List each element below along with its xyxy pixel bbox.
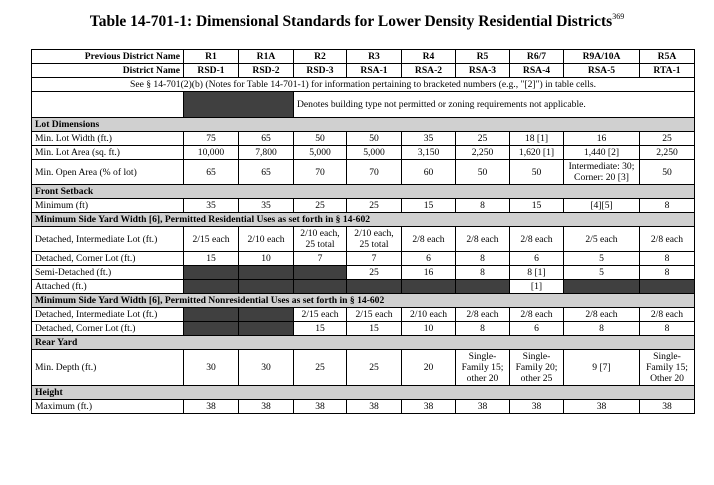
table-cell: [4][5] [564, 199, 640, 213]
header-row-district [32, 64, 695, 78]
table-cell: Single-Family 15; Other 20 [640, 350, 695, 386]
table-cell: 20 [402, 350, 456, 386]
table-cell: 10 [239, 252, 294, 266]
table-cell: 5 [564, 252, 640, 266]
table-cell: 2/8 each [640, 227, 695, 252]
header-label: District Name [32, 64, 184, 78]
table-cell: 70 [294, 160, 347, 185]
table-cell: 65 [239, 132, 294, 146]
section-header: Front Setback [32, 185, 695, 199]
table-cell: 2,250 [640, 146, 695, 160]
legend-swatch [184, 92, 294, 118]
table-cell: 8 [640, 322, 695, 336]
table-cell: 15 [184, 252, 239, 266]
header-cell: RSD-1 [184, 64, 239, 78]
row-label: Minimum (ft) [32, 199, 184, 213]
header-cell: RSD-3 [294, 64, 347, 78]
table-cell: 7,800 [239, 146, 294, 160]
row-label: Detached, Corner Lot (ft.) [32, 252, 184, 266]
header-cell: RTA-1 [640, 64, 695, 78]
table-cell: 38 [294, 400, 347, 414]
header-cell: R6/7 [510, 50, 564, 64]
table-cell: 2/8 each [402, 227, 456, 252]
table-cell: 50 [294, 132, 347, 146]
table-cell: 5 [564, 266, 640, 280]
section-header: Rear Yard [32, 336, 695, 350]
table-cell: 2/8 each [640, 308, 695, 322]
header-cell: R9A/10A [564, 50, 640, 64]
not-applicable-cell [239, 308, 294, 322]
not-applicable-cell [402, 280, 456, 294]
bracket-note: See § 14-701(2)(b) (Notes for Table 14-701-1) for information pertaining to bracketed numbers (e.g., "[2]") in table cells. [32, 78, 695, 92]
table-cell: 38 [510, 400, 564, 414]
row-label: Min. Lot Width (ft.) [32, 132, 184, 146]
table-cell: [1] [510, 280, 564, 294]
table-cell: 15 [294, 322, 347, 336]
table-cell: 2/15 each [294, 308, 347, 322]
header-cell: R1A [239, 50, 294, 64]
table-cell: 5,000 [347, 146, 402, 160]
not-applicable-cell [239, 266, 294, 280]
header-cell: RSD-2 [239, 64, 294, 78]
header-cell: RSA-5 [564, 64, 640, 78]
table-cell: 2/15 each [184, 227, 239, 252]
row-label: Min. Lot Area (sq. ft.) [32, 146, 184, 160]
table-cell: Intermediate: 30; Corner: 20 [3] [564, 160, 640, 185]
table-cell: 38 [564, 400, 640, 414]
table-cell: 65 [184, 160, 239, 185]
header-cell: RSA-4 [510, 64, 564, 78]
row-label: Semi-Detached (ft.) [32, 266, 184, 280]
table-cell: 2/8 each [456, 227, 510, 252]
table-cell: 35 [239, 199, 294, 213]
dimensional-standards-table [31, 49, 695, 414]
not-applicable-cell [239, 280, 294, 294]
table-cell: 2/10 each [402, 308, 456, 322]
table-cell: 1,440 [2] [564, 146, 640, 160]
row-label: Detached, Intermediate Lot (ft.) [32, 308, 184, 322]
table-cell: 2,250 [456, 146, 510, 160]
row-label: Detached, Corner Lot (ft.) [32, 322, 184, 336]
table-cell: 50 [640, 160, 695, 185]
title-footnote: 369 [612, 12, 625, 21]
table-cell: 70 [347, 160, 402, 185]
table-cell: 16 [564, 132, 640, 146]
header-cell: R3 [347, 50, 402, 64]
not-applicable-cell [184, 308, 239, 322]
table-cell: 8 [456, 199, 510, 213]
table-cell: Single-Family 15; other 20 [456, 350, 510, 386]
table-cell: 15 [510, 199, 564, 213]
not-applicable-cell [294, 280, 347, 294]
table-cell: 38 [640, 400, 695, 414]
table-cell: 2/10 each [239, 227, 294, 252]
note-row [32, 78, 695, 92]
table-cell: 75 [184, 132, 239, 146]
table-cell: 2/10 each, 25 total [347, 227, 402, 252]
not-applicable-cell [294, 266, 347, 280]
header-cell: R1 [184, 50, 239, 64]
table-cell: 2/8 each [456, 308, 510, 322]
table-row [32, 280, 695, 294]
table-cell: 38 [456, 400, 510, 414]
table-row [32, 160, 695, 185]
table-cell: 9 [7] [564, 350, 640, 386]
table-cell: 50 [347, 132, 402, 146]
section-header: Minimum Side Yard Width [6], Permitted Nonresidential Uses as set forth in § 14-602 [32, 294, 695, 308]
table-cell: 25 [640, 132, 695, 146]
table-row [32, 400, 695, 414]
table-cell: 25 [347, 199, 402, 213]
header-cell: R5 [456, 50, 510, 64]
row-label: Attached (ft.) [32, 280, 184, 294]
header-row-previous [32, 50, 695, 64]
table-cell: 8 [1] [510, 266, 564, 280]
legend-text: Denotes building type not permitted or zoning requirements not applicable. [294, 92, 695, 118]
table-row [32, 350, 695, 386]
not-applicable-cell [640, 280, 695, 294]
table-cell: 8 [456, 322, 510, 336]
table-cell: 65 [239, 160, 294, 185]
table-cell: 15 [347, 322, 402, 336]
table-cell: 25 [294, 199, 347, 213]
not-applicable-cell [184, 280, 239, 294]
table-cell: 25 [347, 266, 402, 280]
table-cell: 38 [184, 400, 239, 414]
table-cell: 2/8 each [564, 308, 640, 322]
header-cell: RSA-2 [402, 64, 456, 78]
header-label: Previous District Name [32, 50, 184, 64]
table-cell: 25 [347, 350, 402, 386]
table-cell: 18 [1] [510, 132, 564, 146]
header-cell: RSA-1 [347, 64, 402, 78]
table-cell: 38 [239, 400, 294, 414]
table-cell: 50 [510, 160, 564, 185]
table-row [32, 132, 695, 146]
table-cell: 10,000 [184, 146, 239, 160]
table-cell: 3,150 [402, 146, 456, 160]
table-title: Table 14-701-1: Dimensional Standards for Lower Density Residential Districts$^{369}$ [89, 12, 625, 30]
table-cell: 6 [402, 252, 456, 266]
table-cell: 8 [456, 252, 510, 266]
table-cell: 2/8 each [510, 308, 564, 322]
table-row [32, 252, 695, 266]
table-row [32, 322, 695, 336]
table-row [32, 146, 695, 160]
not-applicable-cell [184, 266, 239, 280]
header-cell: R5A [640, 50, 695, 64]
table-cell: 30 [239, 350, 294, 386]
table-cell: 35 [184, 199, 239, 213]
table-row [32, 199, 695, 213]
table-row [32, 308, 695, 322]
table-cell: 2/5 each [564, 227, 640, 252]
row-label: Detached, Intermediate Lot (ft.) [32, 227, 184, 252]
header-cell: RSA-3 [456, 64, 510, 78]
table-cell: Single-Family 20; other 25 [510, 350, 564, 386]
table-cell: 10 [402, 322, 456, 336]
table-row [32, 227, 695, 252]
not-applicable-cell [456, 280, 510, 294]
header-cell: R4 [402, 50, 456, 64]
row-label: Maximum (ft.) [32, 400, 184, 414]
header-cell: R2 [294, 50, 347, 64]
table-cell: 8 [564, 322, 640, 336]
table-cell: 60 [402, 160, 456, 185]
table-cell: 8 [640, 199, 695, 213]
table-cell: 38 [347, 400, 402, 414]
section-header: Lot Dimensions [32, 118, 695, 132]
table-row [32, 266, 695, 280]
table-cell: 15 [402, 199, 456, 213]
table-cell: 16 [402, 266, 456, 280]
table-cell: 8 [456, 266, 510, 280]
row-label: Min. Open Area (% of lot) [32, 160, 184, 185]
table-cell: 2/8 each [510, 227, 564, 252]
table-cell: 8 [640, 266, 695, 280]
table-cell: 7 [294, 252, 347, 266]
table-cell: 1,620 [1] [510, 146, 564, 160]
row-label: Min. Depth (ft.) [32, 350, 184, 386]
section-header: Height [32, 386, 695, 400]
table-cell: 30 [184, 350, 239, 386]
table-cell: 50 [456, 160, 510, 185]
not-applicable-cell [564, 280, 640, 294]
not-applicable-cell [239, 322, 294, 336]
table-cell: 2/15 each [347, 308, 402, 322]
table-cell: 7 [347, 252, 402, 266]
table-cell: 25 [456, 132, 510, 146]
section-header: Minimum Side Yard Width [6], Permitted Residential Uses as set forth in § 14-602 [32, 213, 695, 227]
table-cell: 5,000 [294, 146, 347, 160]
table-cell: 35 [402, 132, 456, 146]
not-applicable-cell [347, 280, 402, 294]
table-cell: 6 [510, 322, 564, 336]
table-cell: 2/10 each, 25 total [294, 227, 347, 252]
not-applicable-cell [184, 322, 239, 336]
table-cell: 25 [294, 350, 347, 386]
table-cell: 8 [640, 252, 695, 266]
table-cell: 38 [402, 400, 456, 414]
legend-row [32, 92, 695, 118]
table-cell: 6 [510, 252, 564, 266]
